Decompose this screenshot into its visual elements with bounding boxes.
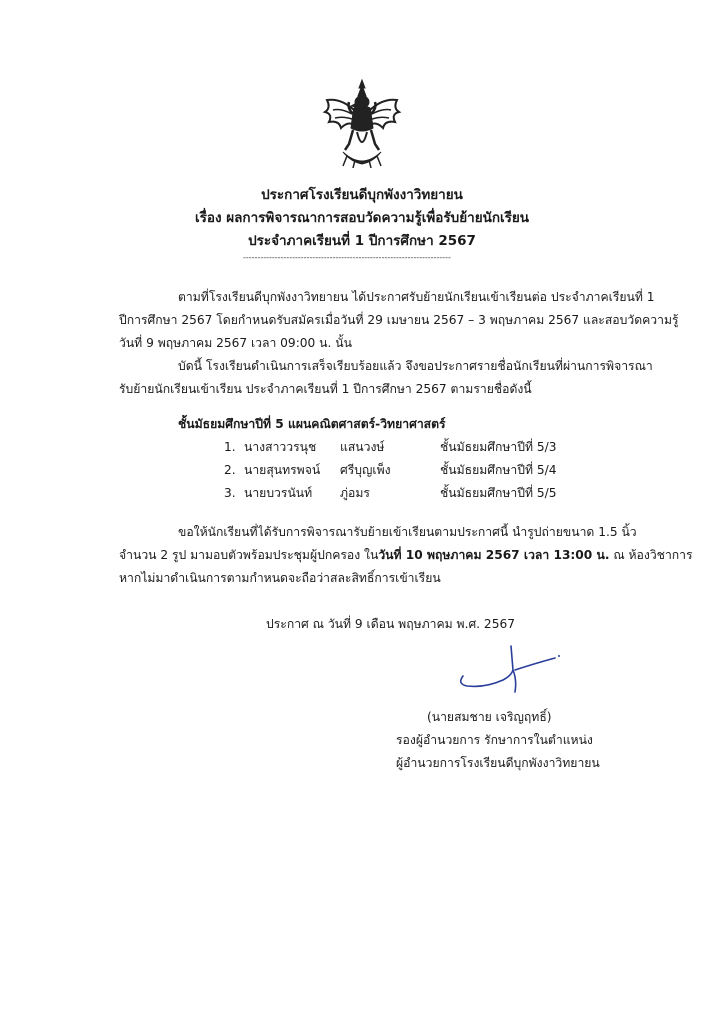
list-item-number: 1. (224, 440, 236, 454)
signer-name: (นายสมชาย เจริญฤทธิ์) (427, 710, 552, 724)
instructions-line-2-end: ณ ห้องวิชาการ (609, 548, 693, 562)
signer-organization: ผู้อำนวยการโรงเรียนดีบุกพังงาวิทยายน (396, 756, 600, 770)
list-item-number: 2. (224, 463, 236, 477)
paragraph-1-line-1: ตามที่โรงเรียนดีบุกพังงาวิทยายน ได้ประกาศรับย้ายนักเรียนเข้าเรียนต่อ ประจำภาคเรียนที่ 1 (178, 290, 655, 304)
paragraph-2-line-1: บัดนี้ โรงเรียนดำเนินการเสร็จเรียบร้อยแล้ว จึงขอประกาศรายชื่อนักเรียนที่ผ่านการพิจารณา (178, 359, 653, 373)
paragraph-1-line-3: วันที่ 9 พฤษภาคม 2567 เวลา 09:00 น. นั้น (119, 336, 352, 350)
list-item-class: ชั้นมัธยมศึกษาปีที่ 5/5 (440, 486, 557, 500)
document-subject: เรื่อง ผลการพิจารณาการสอบวัดความรู้เพื่อรับย้ายนักเรียน (194, 210, 530, 226)
announcement-date: ประกาศ ณ วันที่ 9 เดือน พฤษภาคม พ.ศ. 2567 (266, 617, 515, 631)
garuda-emblem-icon (321, 78, 403, 170)
list-item-first-name: นายบวรนันท์ (244, 486, 313, 500)
list-item-last-name: แสนวงษ์ (340, 440, 385, 454)
paragraph-2-line-2: รับย้ายนักเรียนเข้าเรียน ประจำภาคเรียนที่ 1 ปีการศึกษา 2567 ตามรายชื่อดังนี้ (119, 382, 532, 396)
list-item-class: ชั้นมัธยมศึกษาปีที่ 5/3 (440, 440, 557, 454)
list-item-first-name: นางสาววรนุช (244, 440, 317, 454)
instructions-line-1: ขอให้นักเรียนที่ได้รับการพิจารณารับย้ายเข้าเรียนตามประกาศนี้ นำรูปถ่ายขนาด 1.5 นิ้ว (178, 525, 637, 539)
list-item-first-name: นายสุนทรพจน์ (244, 463, 321, 477)
list-item-class: ชั้นมัธยมศึกษาปีที่ 5/4 (440, 463, 557, 477)
instructions-line-3: หากไม่มาดำเนินการตามกำหนดจะถือว่าสละสิทธิ์การเข้าเรียน (119, 571, 441, 585)
title-separator: ------------------------------------------------------------------------ (243, 253, 451, 262)
paragraph-1-line-2: ปีการศึกษา 2567 โดยกำหนดรับสมัครเมื่อวันที่ 29 เมษายน 2567 – 3 พฤษภาคม 2567 และสอบวัดความรู้ (119, 313, 679, 327)
list-item-last-name: ศรีบุญเพ็ง (340, 463, 391, 477)
list-item-number: 3. (224, 486, 236, 500)
signature-icon (455, 640, 565, 700)
list-heading: ชั้นมัธยมศึกษาปีที่ 5 แผนคณิตศาสตร์-วิทยาศาสตร์ (178, 417, 446, 431)
meeting-datetime: วันที่ 10 พฤษภาคม 2567 เวลา 13:00 น. (378, 548, 610, 562)
instructions-line-2-start: จำนวน 2 รูป มามอบตัวพร้อมประชุมผู้ปกครอง ใน (119, 548, 379, 562)
list-item-last-name: ภู่อมร (340, 486, 370, 500)
document-term: ประจำภาคเรียนที่ 1 ปีการศึกษา 2567 (248, 233, 476, 249)
signer-role: รองผู้อำนวยการ รักษาการในตำแหน่ง (396, 733, 593, 747)
document-title: ประกาศโรงเรียนดีบุกพังงาวิทยายน (261, 187, 463, 203)
instructions-line-2 (119, 544, 693, 566)
